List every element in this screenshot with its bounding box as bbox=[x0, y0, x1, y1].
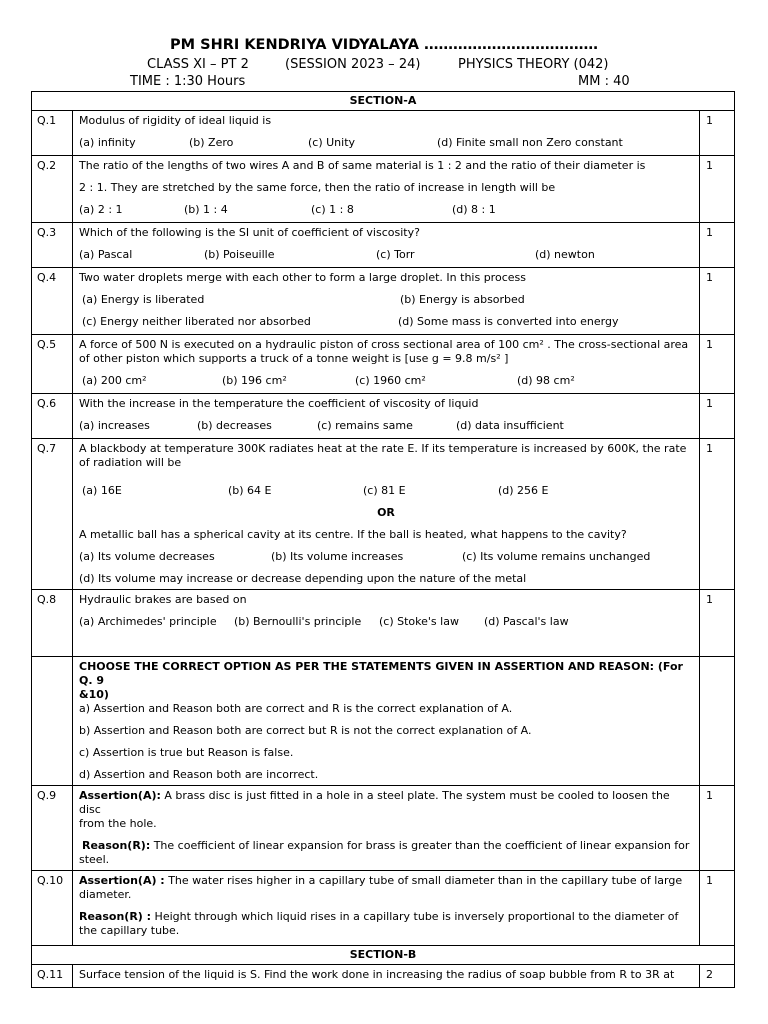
instruction-option: d) Assertion and Reason both are incorrect. bbox=[79, 768, 319, 781]
option: (b) Poiseuille bbox=[204, 248, 275, 261]
question-number: Q.2 bbox=[32, 156, 73, 223]
question-number: Q.8 bbox=[32, 590, 73, 657]
question-text: Hydraulic brakes are based on bbox=[79, 593, 247, 606]
option: (d) Some mass is converted into energy bbox=[398, 315, 619, 328]
question-row bbox=[32, 394, 735, 439]
question-row bbox=[32, 871, 735, 946]
assertion-label: Assertion(A) : bbox=[79, 874, 165, 887]
question-number: Q.6 bbox=[32, 394, 73, 439]
assertion-label: Assertion(A): bbox=[79, 789, 161, 802]
question-text: Surface tension of the liquid is S. Find the work done in increasing the radius of soap bubble from R to 3R at bbox=[79, 968, 675, 981]
question-body bbox=[73, 223, 700, 268]
option: (c) Stoke's law bbox=[379, 615, 459, 628]
section-a-row bbox=[32, 92, 735, 111]
class-label: CLASS XI – PT 2 bbox=[147, 57, 249, 72]
option: (b) Bernoulli's principle bbox=[234, 615, 362, 628]
option: (c) 1 : 8 bbox=[311, 203, 354, 216]
options-row bbox=[79, 203, 693, 217]
question-number: Q.3 bbox=[32, 223, 73, 268]
max-marks-label: MM : 40 bbox=[578, 74, 630, 89]
options-row bbox=[79, 293, 693, 307]
option: (d) data insufficient bbox=[456, 419, 564, 432]
question-text: Which of the following is the SI unit of coefficient of viscosity? bbox=[79, 226, 420, 239]
question-text: Modulus of rigidity of ideal liquid is bbox=[79, 114, 272, 127]
question-row bbox=[32, 439, 735, 590]
assertion-reason-instructions bbox=[73, 657, 700, 786]
option: (b) Energy is absorbed bbox=[400, 293, 525, 306]
question-number: Q.4 bbox=[32, 268, 73, 335]
time-label: TIME : 1:30 Hours bbox=[130, 74, 246, 89]
question-body bbox=[73, 965, 700, 988]
question-text: With the increase in the temperature the coefficient of viscosity of liquid bbox=[79, 397, 479, 410]
option: (d) 98 cm² bbox=[517, 374, 575, 387]
option: (c) Torr bbox=[376, 248, 415, 261]
question-row bbox=[32, 156, 735, 223]
instructions-row bbox=[32, 657, 735, 786]
marks-cell: 1 bbox=[700, 111, 735, 156]
marks-cell: 1 bbox=[700, 871, 735, 946]
question-text: of radiation will be bbox=[79, 456, 182, 469]
reason-label: Reason(R): bbox=[82, 839, 151, 852]
question-body bbox=[73, 156, 700, 223]
option: (b) 196 cm² bbox=[222, 374, 287, 387]
option: (a) 2 : 1 bbox=[79, 203, 123, 216]
option: (a) Archimedes' principle bbox=[79, 615, 217, 628]
option: (c) 81 E bbox=[363, 484, 406, 497]
reason-label: Reason(R) : bbox=[79, 910, 152, 923]
session-label: (SESSION 2023 – 24) bbox=[285, 57, 421, 72]
option: (a) infinity bbox=[79, 136, 136, 149]
marks-cell: 1 bbox=[700, 156, 735, 223]
section-b-heading: SECTION-B bbox=[32, 946, 735, 965]
question-body bbox=[73, 590, 700, 657]
reason-text: the capillary tube. bbox=[79, 924, 180, 937]
school-title: PM SHRI KENDRIYA VIDYALAYA ……………………………… bbox=[170, 37, 598, 53]
section-b-row bbox=[32, 946, 735, 965]
option: (a) 16E bbox=[82, 484, 122, 497]
section-a-heading: SECTION-A bbox=[32, 92, 735, 111]
option: (c) remains same bbox=[317, 419, 413, 432]
question-row bbox=[32, 335, 735, 394]
option: (c) Unity bbox=[308, 136, 356, 149]
option: (a) increases bbox=[79, 419, 150, 432]
options-row bbox=[79, 550, 693, 564]
instruction-option: c) Assertion is true but Reason is false. bbox=[79, 746, 294, 759]
options-row bbox=[79, 615, 693, 629]
question-text: 2 : 1. They are stretched by the same force, then the ratio of increase in length will be bbox=[79, 181, 556, 194]
option: (c) Energy neither liberated nor absorbed bbox=[82, 315, 311, 328]
options-row bbox=[79, 484, 693, 498]
options-row bbox=[79, 248, 693, 262]
option: (d) 256 E bbox=[498, 484, 549, 497]
question-row bbox=[32, 111, 735, 156]
assertion-text: diameter. bbox=[79, 888, 132, 901]
instruction-option: b) Assertion and Reason both are correct but R is not the correct explanation of A. bbox=[79, 724, 532, 737]
question-text: A metallic ball has a spherical cavity at its centre. If the ball is heated, what happens to the cavity? bbox=[79, 528, 627, 541]
question-body bbox=[73, 871, 700, 946]
question-body bbox=[73, 335, 700, 394]
options-row bbox=[79, 419, 693, 433]
question-text: Two water droplets merge with each other to form a large droplet. In this process bbox=[79, 271, 526, 284]
option: (a) Pascal bbox=[79, 248, 133, 261]
option: (d) Its volume may increase or decrease depending upon the nature of the metal bbox=[79, 572, 527, 585]
question-body bbox=[73, 268, 700, 335]
marks-cell: 1 bbox=[700, 268, 735, 335]
option: (d) 8 : 1 bbox=[452, 203, 496, 216]
or-label: OR bbox=[377, 506, 395, 519]
marks-cell: 1 bbox=[700, 590, 735, 657]
reason-text: Reason(R): The coefficient of linear expansion for brass is greater than the coefficient of linear expansion for bbox=[82, 839, 690, 852]
options-row bbox=[79, 374, 693, 388]
question-number: Q.11 bbox=[32, 965, 73, 988]
instruction-heading: &10) bbox=[79, 688, 109, 701]
question-body bbox=[73, 786, 700, 871]
option: (b) decreases bbox=[197, 419, 272, 432]
option: (b) Zero bbox=[189, 136, 234, 149]
instruction-heading: CHOOSE THE CORRECT OPTION AS PER THE STATEMENTS GIVEN IN ASSERTION AND REASON: (For Q. 9 bbox=[79, 660, 683, 687]
option: (d) newton bbox=[535, 248, 595, 261]
marks-cell: 1 bbox=[700, 394, 735, 439]
question-text: A force of 500 N is executed on a hydraulic piston of cross sectional area of 100 cm² . The cross-sectional area bbox=[79, 338, 689, 351]
marks-cell: 1 bbox=[700, 335, 735, 394]
marks-cell: 2 bbox=[700, 965, 735, 988]
assertion-text: Assertion(A) : The water rises higher in a capillary tube of small diameter than in the capillary tube of large bbox=[79, 874, 683, 887]
option: (b) 64 E bbox=[228, 484, 272, 497]
question-row bbox=[32, 965, 735, 988]
question-row bbox=[32, 268, 735, 335]
instruction-option: a) Assertion and Reason both are correct and R is the correct explanation of A. bbox=[79, 702, 513, 715]
marks-cell: 1 bbox=[700, 786, 735, 871]
reason-text: Reason(R) : Height through which liquid rises in a capillary tube is inversely proportional to the diameter of bbox=[79, 910, 679, 923]
option: (b) 1 : 4 bbox=[184, 203, 228, 216]
marks-cell: 1 bbox=[700, 439, 735, 590]
question-text: The ratio of the lengths of two wires A and B of same material is 1 : 2 and the ratio of their diameter is bbox=[79, 159, 646, 172]
question-number: Q.1 bbox=[32, 111, 73, 156]
marks-cell: 1 bbox=[700, 223, 735, 268]
question-body bbox=[73, 111, 700, 156]
question-body bbox=[73, 439, 700, 590]
options-row bbox=[79, 315, 693, 329]
question-row bbox=[32, 786, 735, 871]
option: (d) Pascal's law bbox=[484, 615, 569, 628]
option: (d) Finite small non Zero constant bbox=[437, 136, 623, 149]
option: (a) 200 cm² bbox=[82, 374, 147, 387]
option: (a) Its volume decreases bbox=[79, 550, 215, 563]
question-text: of other piston which supports a truck of a tonne weight is [use g = 9.8 m/s² ] bbox=[79, 352, 509, 365]
options-row bbox=[79, 136, 693, 150]
subject-label: PHYSICS THEORY (042) bbox=[458, 57, 609, 72]
question-number: Q.10 bbox=[32, 871, 73, 946]
question-number: Q.9 bbox=[32, 786, 73, 871]
question-body bbox=[73, 394, 700, 439]
question-row bbox=[32, 223, 735, 268]
option: (a) Energy is liberated bbox=[82, 293, 205, 306]
option: (b) Its volume increases bbox=[271, 550, 404, 563]
question-number: Q.7 bbox=[32, 439, 73, 590]
question-number: Q.5 bbox=[32, 335, 73, 394]
question-table bbox=[31, 91, 735, 988]
assertion-text: Assertion(A): A brass disc is just fitted in a hole in a steel plate. The system must be cooled to loosen the disc bbox=[79, 789, 670, 816]
reason-text: steel. bbox=[79, 853, 110, 866]
option: (c) 1960 cm² bbox=[355, 374, 426, 387]
option: (c) Its volume remains unchanged bbox=[462, 550, 651, 563]
question-text: A blackbody at temperature 300K radiates heat at the rate E. If its temperature is increased by 600K, the rate bbox=[79, 442, 687, 455]
question-row bbox=[32, 590, 735, 657]
assertion-text: from the hole. bbox=[79, 817, 157, 830]
